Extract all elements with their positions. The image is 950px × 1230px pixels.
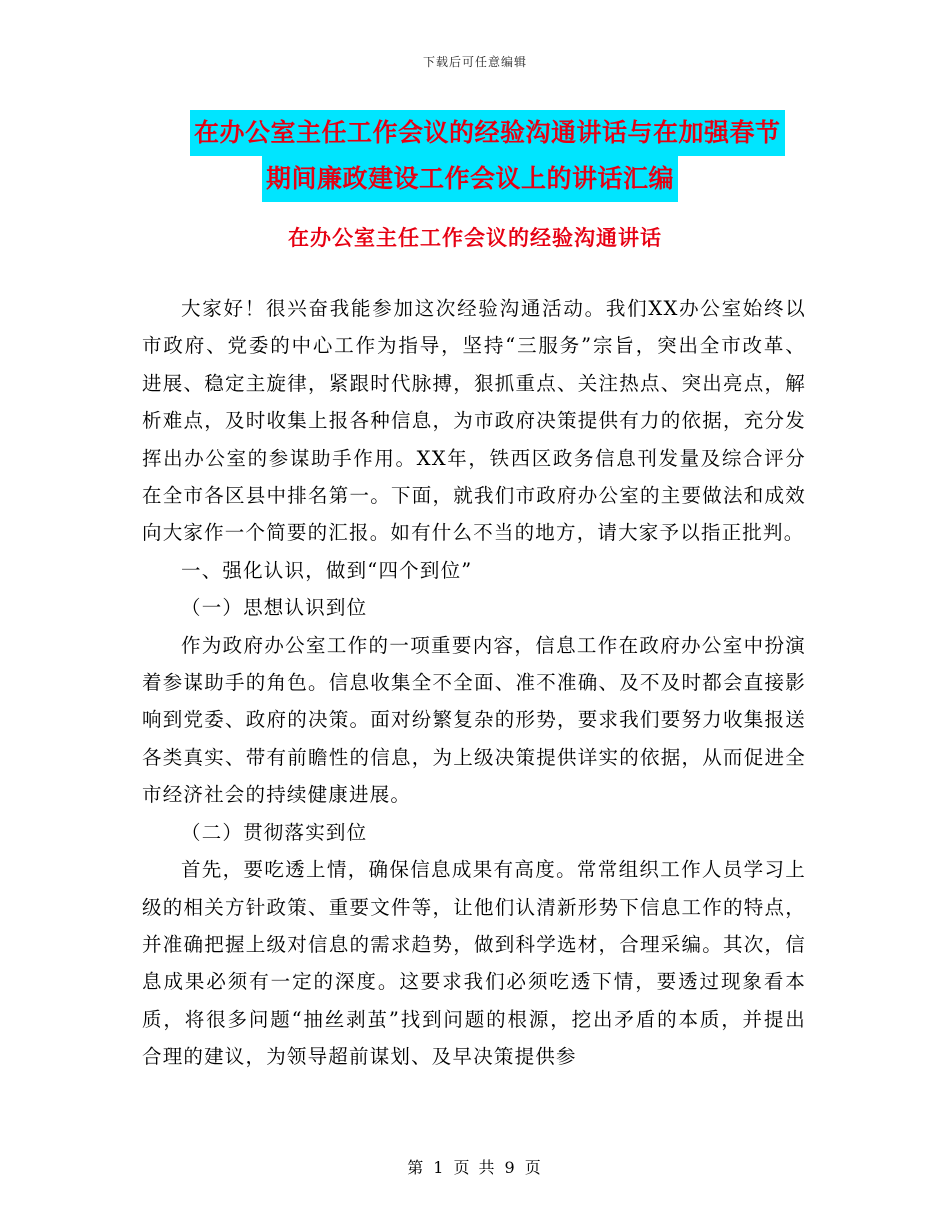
page-number: 1 <box>433 1158 446 1177</box>
paragraph-body: 作为政府办公室工作的一项重要内容，信息工作在政府办公室中扮演着参谋助手的角色。信息收集全不全面、准不准确、及不及时都会直接影响到党委、政府的决策。面对纷繁复杂的形势，要求我们要努力收集报送各类真实、带有前瞻性的信息，为上级决策提供详实的依据，从而促进全市经济社会的持续健康进展。 <box>142 633 806 807</box>
heading-level-2-second: （二）贯彻落实到位 <box>181 820 368 844</box>
page-prefix: 第 <box>407 1158 426 1177</box>
page-total: 9 <box>504 1158 517 1177</box>
page-footer <box>0 1155 950 1178</box>
page-suffix: 页 <box>524 1158 543 1177</box>
paragraph-intro: 大家好！很兴奋我能参加这次经验沟通活动。我们XX办公室始终以市政府、党委的中心工作为指导，坚持“三服务”宗旨，突出全市改革、进展、稳定主旋律，紧跟时代脉搏，狠抓重点、关注热点、突出亮点，解析难点，及时收集上报各种信息，为市政府决策提供有力的依据，充分发挥出办公室的参谋助手作用。XX年，铁西区政务信息刊发量及综合评分在全市各区县中排名第一。下面，就我们市政府办公室的主要做法和成效向大家作一个简要的汇报。如有什么不当的地方，请大家予以指正批判。 <box>142 297 806 545</box>
document-title-line-2: 期间廉政建设工作会议上的讲话汇编 <box>262 156 678 202</box>
heading-level-2-first: （一）思想认识到位 <box>181 596 368 620</box>
heading-level-1: 一、强化认识，做到“四个到位” <box>181 558 473 582</box>
page-header-note: 下载后可任意编辑 <box>422 55 527 69</box>
document-title <box>190 110 810 202</box>
section-heading: 在办公室主任工作会议的经验沟通讲话 <box>288 226 662 250</box>
document-title-line-1: 在办公室主任工作会议的经验沟通讲话与在加强春节 <box>190 110 785 156</box>
document-body <box>142 290 806 1076</box>
page-mid: 页 共 <box>453 1158 497 1177</box>
paragraph-body: 首先，要吃透上情，确保信息成果有高度。常常组织工作人员学习上级的相关方针政策、重要文件等，让他们认清新形势下信息工作的特点，并准确把握上级对信息的需求趋势，做到科学选材，合理采编。其次，信息成果必须有一定的深度。这要求我们必须吃透下情，要透过现象看本质，将很多问题“抽丝剥茧”找到问题的根源，挖出矛盾的本质，并提出合理的建议，为领导超前谋划、及早决策提供参 <box>142 858 806 1069</box>
